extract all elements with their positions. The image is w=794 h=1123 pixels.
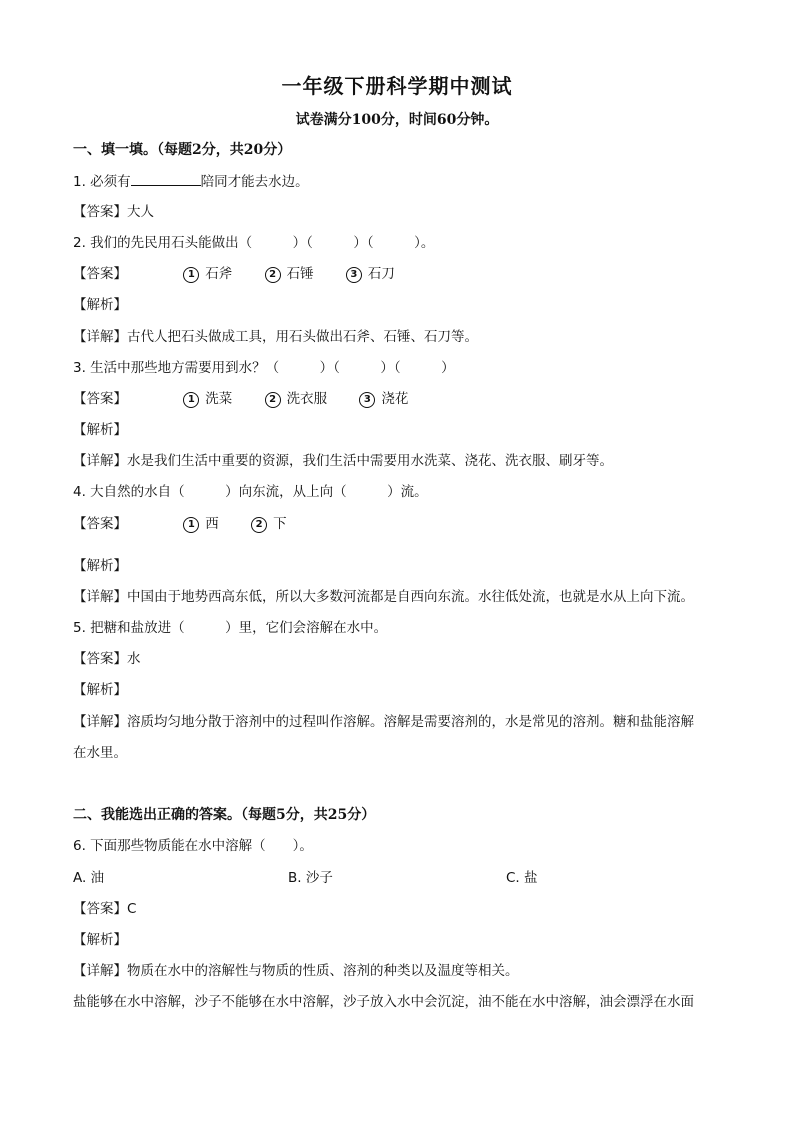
section-heading-1: 一、填一填。（每题2分，共20分）	[73, 142, 292, 158]
question-1-post: 陪同才能去水边。	[200, 174, 309, 190]
detail-2: 【详解】古代人把石头做成工具，用石头做出石斧、石锤、石刀等。	[73, 329, 478, 345]
answer-option	[251, 515, 287, 533]
answer-label: 【答案】	[73, 391, 127, 407]
answer-option	[346, 265, 395, 283]
answer-3	[73, 390, 408, 408]
option-text: 下	[273, 516, 287, 532]
circled-number: 2	[251, 517, 267, 533]
choice-c: C. 盐	[506, 870, 538, 886]
question-1-pre: 1. 必须有	[73, 174, 131, 190]
circled-number: 3	[346, 267, 362, 283]
detail-3: 【详解】水是我们生活中重要的资源，我们生活中需要用水洗菜、浇花、洗衣服、刷牙等。	[73, 453, 613, 469]
page-title: 一年级下册科学期中测试	[281, 74, 513, 98]
answer-label: 【答案】	[73, 516, 127, 532]
option-text: 西	[205, 516, 219, 532]
answer-option	[265, 265, 314, 283]
option-text: 石斧	[205, 266, 233, 282]
circled-number: 1	[183, 392, 199, 408]
question-2: 2. 我们的先民用石头能做出（ ）（ ）（ ）。	[73, 235, 435, 251]
answer-1: 【答案】大人	[73, 204, 154, 220]
answer-option	[183, 265, 232, 283]
question-4: 4. 大自然的水自（ ）向东流，从上向（ ）流。	[73, 484, 428, 500]
answer-6: 【答案】C	[73, 901, 137, 917]
analysis-label-6: 【解析】	[73, 932, 127, 948]
choice-a: A. 油	[73, 870, 105, 886]
answer-5: 【答案】水	[73, 651, 141, 667]
answer-option	[359, 390, 408, 408]
analysis-label-4: 【解析】	[73, 558, 127, 574]
question-6: 6. 下面那些物质能在水中溶解（ ）。	[73, 838, 313, 854]
circled-number: 2	[265, 392, 281, 408]
answer-label: 【答案】	[73, 266, 127, 282]
analysis-label-2: 【解析】	[73, 297, 127, 313]
analysis-label-3: 【解析】	[73, 422, 127, 438]
detail-5-line-1: 【详解】溶质均匀地分散于溶剂中的过程叫作溶解。溶解是需要溶剂的，水是常见的溶剂。糖和盐能溶解	[73, 714, 694, 730]
question-5: 5. 把糖和盐放进（ ）里，它们会溶解在水中。	[73, 620, 388, 636]
detail-6-line-2: 盐能够在水中溶解，沙子不能够在水中溶解，沙子放入水中会沉淀，油不能在水中溶解，油会漂浮在水面	[73, 994, 694, 1010]
detail-4: 【详解】中国由于地势西高东低，所以大多数河流都是自西向东流。水往低处流，也就是水从上向下流。	[73, 589, 694, 605]
circled-number: 3	[359, 392, 375, 408]
question-1	[73, 172, 309, 191]
question-3: 3. 生活中那些地方需要用到水？（ ）（ ）（ ）	[73, 360, 455, 376]
option-text: 洗菜	[205, 391, 233, 407]
analysis-label-5: 【解析】	[73, 682, 127, 698]
circled-number: 1	[183, 517, 199, 533]
page-subtitle: 试卷满分100分，时间60分钟。	[295, 112, 499, 128]
option-text: 石刀	[367, 266, 395, 282]
answer-4	[73, 515, 287, 533]
detail-6-line-1: 【详解】物质在水中的溶解性与物质的性质、溶剂的种类以及温度等相关。	[73, 963, 519, 979]
answer-2	[73, 265, 395, 283]
option-text: 洗衣服	[286, 391, 328, 407]
circled-number: 2	[265, 267, 281, 283]
answer-option	[183, 390, 232, 408]
answer-blank	[131, 172, 201, 186]
circled-number: 1	[183, 267, 199, 283]
answer-option	[265, 390, 328, 408]
detail-5-line-2: 在水里。	[73, 745, 127, 761]
answer-option	[183, 515, 219, 533]
option-text: 浇花	[381, 391, 409, 407]
choice-b: B. 沙子	[288, 870, 333, 886]
section-heading-2: 二、我能选出正确的答案。（每题5分，共25分）	[73, 807, 376, 823]
option-text: 石锤	[286, 266, 314, 282]
